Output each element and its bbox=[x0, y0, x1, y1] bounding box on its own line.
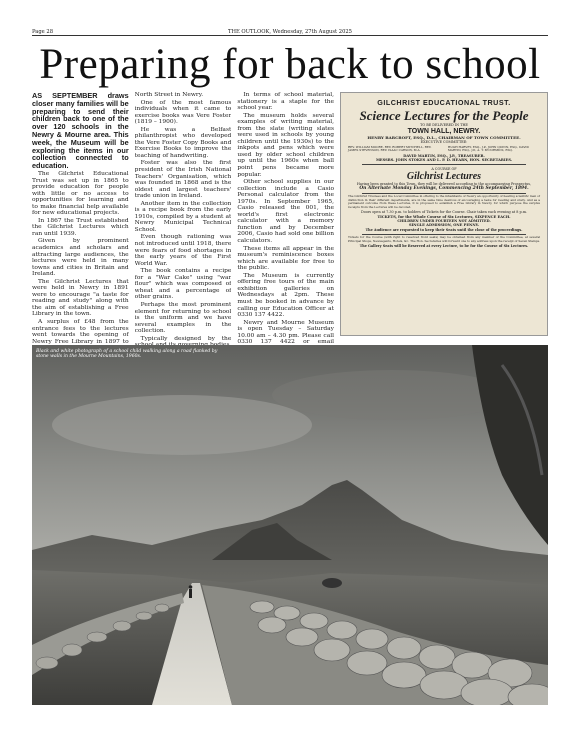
paragraph: Typically designed by the bbox=[140, 335, 232, 342]
paragraph: He was a Belfast philanthropist who developed the Vere Foster Copy Books and Exercise Books to improve the teaching of handwriting. bbox=[134, 126, 232, 159]
poster-science-title: Science Lectures for the People bbox=[359, 108, 529, 123]
poster-chair: HENRY BARCROFT, ESQ., D.L., CHAIRMAN OF TOWN COMMITTEE. bbox=[367, 135, 521, 141]
poster-treasurer: DAVID MARTIN, ESQ., J.P., TREASURER. bbox=[403, 153, 485, 158]
poster-divider bbox=[362, 234, 526, 235]
article-body bbox=[32, 92, 334, 347]
paragraph: Newry and Mourne Museum is open Tuesday – Saturday 10.00 am – 4.30 pm. Please call 0330 137 4422 or email bbox=[237, 319, 335, 346]
lead-paragraph: AS SEPTEMBER draws closer many families will be preparing to send their children back to one of the over 120 schools in the Newry & Mourne area. This week, the Museum will be exploring the items in our collection connected to education. bbox=[32, 92, 129, 171]
poster-body-2: Tickets for the Course (with right to reserved front seats) may be obtained from any member of the Committee, at several Principal Shops, Newsagents, Hotels, &c. The Hon. Secretaries will forward one to any address upon the receipt of Seven Stamps. bbox=[348, 235, 541, 243]
paragraph: The Museum is currently offering free tours of the main exhibition galleries on Wednesdays at 2pm. These must be booked in advance by calling our Education Officer at 0330 137 4422. bbox=[237, 272, 335, 319]
paragraph: Even though rationing was not introduced until 1918, there were fears of food shortages in the early years of the First World War. bbox=[134, 234, 232, 267]
paragraph: Perhaps the most prominent element for returning to school is the uniform and we have several examples in the collection. bbox=[134, 301, 232, 335]
photo-caption: Black and white photograph of a school child walking along a road flanked by stone walls in the Mourne Mountains, 1960s. bbox=[36, 349, 218, 360]
paragraph: In terms of school material, stationery is a staple for the school year. bbox=[237, 92, 335, 112]
poster-audience: The Audience are requested to keep their Seats until the close of the proceedings. bbox=[365, 227, 523, 232]
poster-dates: On Alternate Monday Evenings, Commencing 24th September, 1894. bbox=[359, 185, 529, 191]
mourne-road-photo bbox=[32, 345, 548, 705]
paragraph: These items all appear in the museum's reminiscence boxes which are available for free to the public. bbox=[237, 245, 335, 272]
poster-children: CHILDREN UNDER FOURTEEN NOT ADMITTED. bbox=[397, 219, 491, 224]
poster-tickets: TICKETS, for the Whole Course of Six Lectures, SIXPENCE EACH. bbox=[377, 214, 511, 219]
paragraph: The book contains a recipe for a "War Cake" using "war flour" which was composed of wheat and a percentage of other grains. bbox=[134, 268, 232, 301]
paragraph: The museum holds several examples of writing material, from the slate (writing slates were used in schools by young children until the 1930s) to the inkpots and pens which were used by older school children up until the 1960s when ball point pens became more popular. bbox=[237, 112, 335, 178]
poster-divider bbox=[362, 193, 526, 194]
poster-body: The Gilchrist Trustees and the Local Committee in offering to the inhabitants of Newry an opportunity of hearing scientific men of distinction in their different departments, are in the same time desirous of encouraging a taste for reading and study. And as a permanent outcome from these Lectures, it is proposed to establish a Free Library in Newry, for which purpose the surplus receipts from the Lectures will be devoted. bbox=[348, 194, 540, 209]
poster-names-left: REV. WILLIAM MOORE, REV. ROBERT MITCHELL, REV. JAMES STEVENSON, REV. ISAAC CARSON, M.A. bbox=[348, 144, 432, 153]
poster-gilchrist-lectures: Gilchrist Lectures bbox=[406, 170, 482, 182]
lecture-poster-image bbox=[340, 92, 548, 336]
poster-names-right: HUGH HARVEY, ESQ., J.P., JOHN QUINN, ESQ., DAVID MARTIN, ESQ., J.P., A. T. M'CORMICK, ESQ. bbox=[447, 144, 529, 153]
paragraph: Other school supplies in our collection include a Casio Personal calculator from the 1970s. In September 1965, Casio released the 001, the world's first electronic calculator with a memory function and by December 2006, Casio had sold one billion calculators. bbox=[237, 179, 335, 245]
poster-a-course: A COURSE OF bbox=[431, 166, 457, 171]
article-column-2 bbox=[135, 92, 232, 347]
paragraph: A surplus of £48 from the entrance fees to the lectures went towards the opening of Newry Free Library in 1897 to bbox=[32, 319, 129, 345]
poster-secretaries: MESSRS. JOHN STOKES AND L. P. D. HEARN, HON. SECRETARIES. bbox=[375, 157, 513, 162]
poster-to-be: TO BE DELIVERED IN THE bbox=[420, 123, 468, 127]
poster-committee bbox=[348, 146, 540, 153]
paragraph: Another item in the collection is a recipe book from the early 1910s, compiled by a student at Newry Municipal Technical School. bbox=[134, 200, 232, 233]
header-rule bbox=[32, 35, 548, 36]
paragraph: One of the most famous individuals when it came to exercise books was Vere Foster (1819 – 1900). bbox=[134, 99, 232, 126]
publication-line: THE OUTLOOK, Wednesday, 27th August 2025 bbox=[228, 29, 352, 35]
paragraph: Given by prominent academics and scholars and attracting large audiences, the lectures were held in many towns and cities in Britain and Ireland. bbox=[32, 238, 129, 278]
poster-hall: TOWN HALL, NEWRY. bbox=[407, 128, 481, 136]
page-number: Page 28 bbox=[32, 29, 53, 35]
poster-trust: GILCHRIST EDUCATIONAL TRUST. bbox=[377, 98, 511, 107]
paragraph: The Gilchrist Lectures that were held in Newry in 1891 were to encourage "a taste for reading and study" along with the aim of establishing a Free Library in the town. bbox=[32, 278, 129, 318]
poster-sanction: Having been granted to this Town, they will be delivered according to the accompanying Prospectus, bbox=[356, 181, 532, 186]
poster-divider bbox=[362, 164, 526, 165]
paragraph: Foster was also the first president of the Irish National Teachers' Organisation, which was founded in 1868 and is the oldest and largest teachers' trade union in Ireland. bbox=[134, 160, 232, 200]
article-column-3 bbox=[237, 92, 334, 347]
poster-doors: Doors open at 7.30 p.m. to holders of Tickets for the Course. Chair taken each evening at 8 p.m. bbox=[360, 210, 527, 215]
paragraph: North Street in Newry. bbox=[134, 92, 204, 98]
article-column-1 bbox=[32, 92, 129, 347]
paragraph: In 1867 the Trust established the Gilchrist Lectures which ran until 1939. bbox=[32, 217, 129, 237]
poster-single: SINGLE ADMISSION, ONE PENNY. bbox=[409, 223, 479, 228]
paragraph: The Gilchrist Educational Trust was set up in 1865 to provide education for people with little or no access to opportunities for learning and to make financial help available for new educational projects. bbox=[32, 170, 129, 217]
page-header bbox=[32, 25, 548, 35]
photo-illustration bbox=[32, 345, 548, 705]
poster-exec: EXECUTIVE COMMITTEE: bbox=[420, 140, 468, 145]
poster-reserved: The Gallery Seats will be Reserved at every Lecture, to be for the Course of Six Lectures. bbox=[359, 244, 529, 249]
headline: Preparing for back to school bbox=[39, 41, 541, 88]
